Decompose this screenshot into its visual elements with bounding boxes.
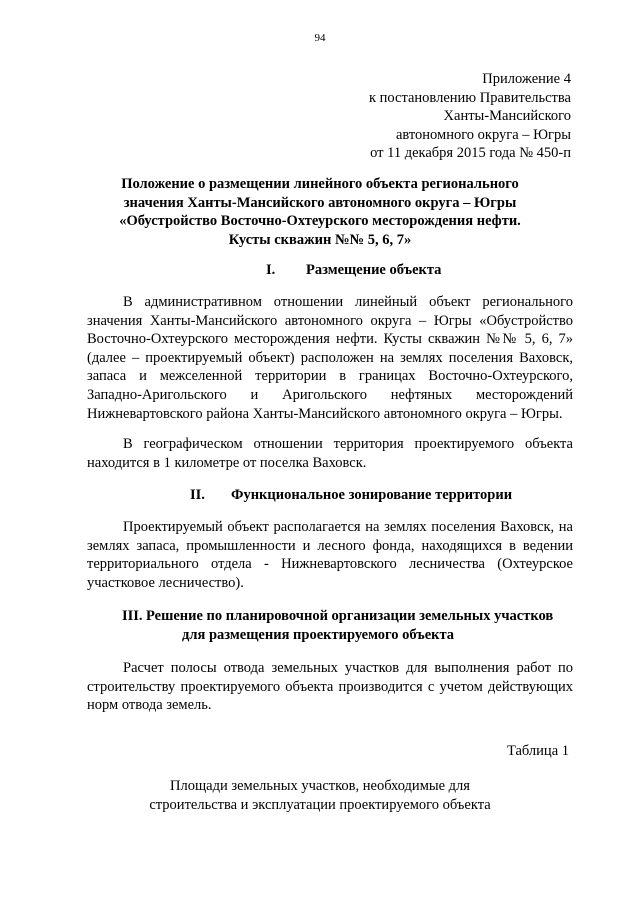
section-1-number: I.	[266, 262, 276, 278]
section-3-paragraph-1: Расчет полосы отвода земельных участков для выполнения работ по строительству проектируемого объекта производится с учетом действующих норм отвода земель.	[87, 660, 573, 714]
appendix-line: к постановлению Правительства	[369, 89, 571, 106]
section-1-paragraph-2: В географическом отношении территория проектируемого объекта находится в 1 километре от поселка Ваховск.	[87, 436, 573, 471]
appendix-line: от 11 декабря 2015 года № 450-п	[370, 145, 571, 162]
section-1-paragraph-1: В административном отношении линейный объект регионального значения Ханты-Мансийского автономного округа – Югры «Обустройство Восточно-Охтеурского месторождения нефти. Кусты скважин №№ 5, 6, 7» (далее – проектируемый объект) расположен на землях поселения Ваховск, запаса и межселенной территории в границах Восточно-Охтеурского, Западно-Аригольского и Аригольского нефтяных месторождений Нижневартовского района Ханты-Мансийского автономного округа – Югры.	[87, 294, 573, 422]
section-3-heading-line-1: Решение по планировочной организации земельных участков	[146, 608, 554, 624]
document-title	[0, 175, 640, 249]
page-number: 94	[314, 32, 326, 44]
section-3-number: III.	[122, 608, 143, 624]
appendix-line: Приложение 4	[482, 71, 571, 87]
title-line: «Обустройство Восточно-Охтеурского месторождения нефти.	[119, 213, 521, 230]
section-2-heading: Функциональное зонирование территории	[231, 487, 513, 503]
table-label: Таблица 1	[506, 743, 569, 759]
appendix-header	[369, 70, 571, 163]
appendix-line: Ханты-Мансийского	[443, 108, 571, 125]
title-line: значения Ханты-Мансийского автономного округа – Югры	[123, 194, 517, 211]
section-2-number: II.	[190, 487, 205, 503]
title-line: Кусты скважин №№ 5, 6, 7»	[228, 231, 412, 248]
table-caption-line: строительства и эксплуатации проектируемого объекта	[149, 796, 491, 813]
section-1-heading: Размещение объекта	[306, 262, 442, 278]
table-caption-line: Площади земельных участков, необходимые для	[170, 778, 470, 794]
section-3-heading-line-2: для размещения проектируемого объекта	[182, 627, 455, 643]
title-line: Положение о размещении линейного объекта регионального	[121, 176, 519, 192]
appendix-line: автономного округа – Югры	[395, 126, 571, 143]
table-caption	[0, 777, 640, 814]
section-2-paragraph-1: Проектируемый объект располагается на землях поселения Ваховск, на землях запаса, промышленности и лесного фонда, находящихся в ведении территориального отдела - Нижневартовского лесничества (Охтеурское участковое лесничество).	[87, 519, 573, 591]
